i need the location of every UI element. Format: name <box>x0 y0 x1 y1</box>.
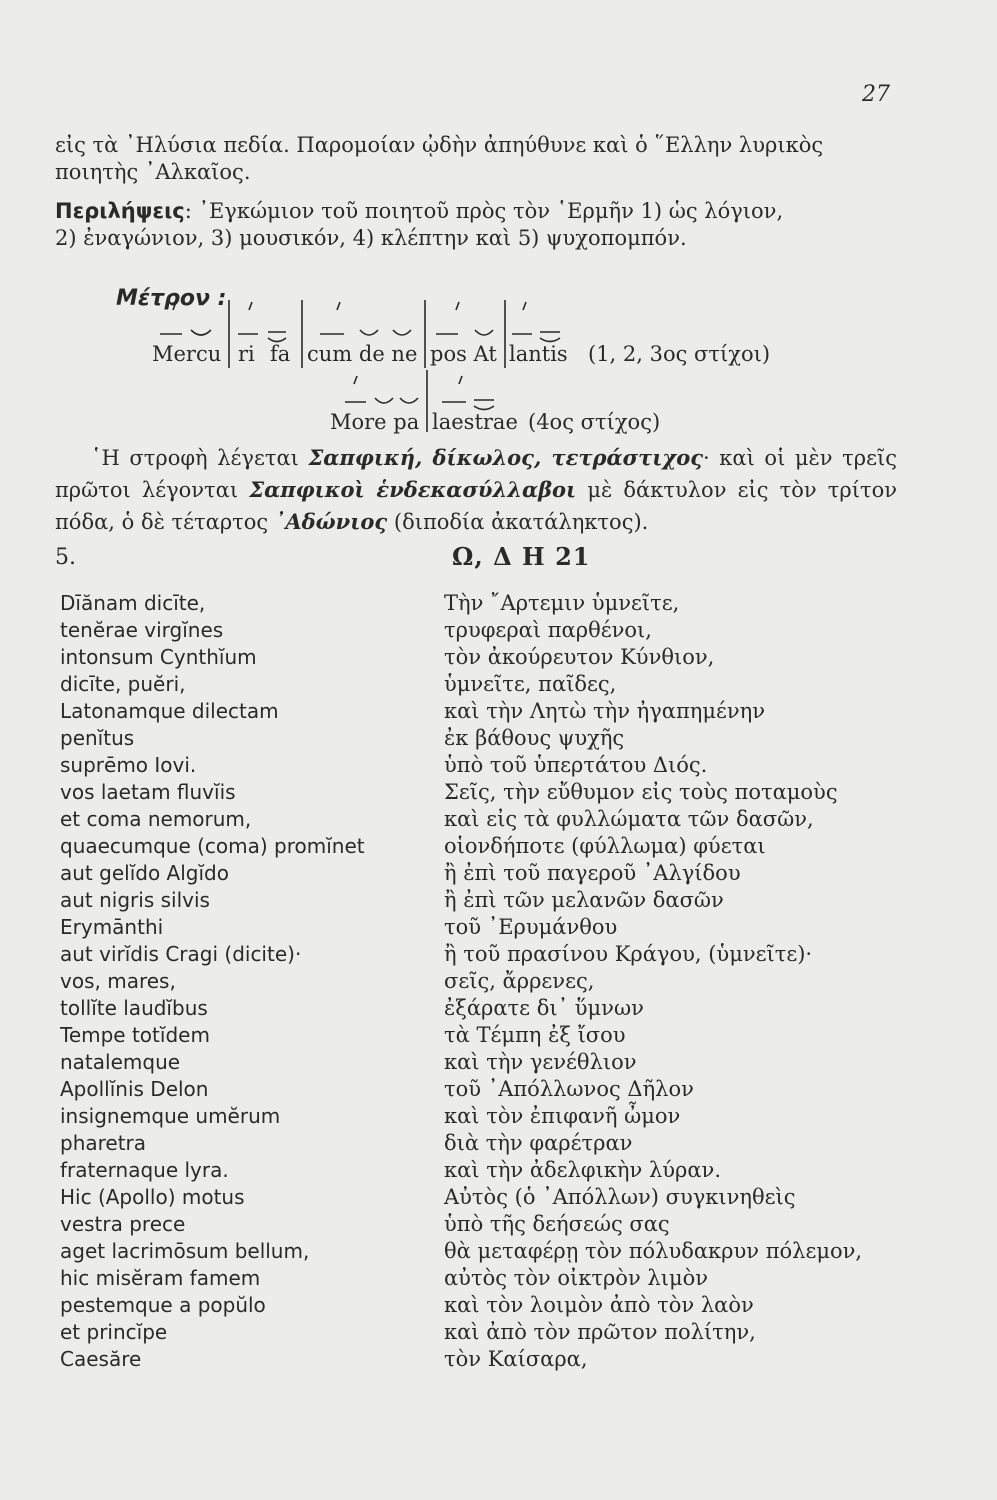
greek-translation-line: αὐτὸς τὸν οἰκτρὸν λιμὸν <box>444 1266 708 1290</box>
metre-syllable: ri <box>238 342 255 366</box>
latin-verse-line: natalemque <box>60 1050 181 1074</box>
greek-translation-line: τρυφεραὶ παρθένοι, <box>444 618 652 642</box>
ode-number: 5. <box>55 545 76 570</box>
strophe-term: Σαπφικοὶ ἑνδεκασύλλαβοι <box>249 477 577 502</box>
latin-verse-line: pestemque a popŭlo <box>60 1293 266 1317</box>
greek-text-column <box>444 590 862 1373</box>
latin-verse-line: fraternaque lyra. <box>60 1158 229 1182</box>
metre-syllable: laestrae <box>432 410 518 434</box>
latin-verse-line: Apollĭnis Delon <box>60 1077 209 1101</box>
latin-verse-line: vos laetam fluvĭis <box>60 780 236 804</box>
latin-verse-line: hic misĕram famem <box>60 1266 261 1290</box>
metre-syllable: lantis <box>509 342 568 366</box>
greek-translation-line: ἐξάρατε δι᾿ ὕμνων <box>444 996 644 1020</box>
latin-verse-line: Tempe totĭdem <box>60 1023 210 1047</box>
latin-verse-line: Hic (Apollo) motus <box>60 1185 245 1209</box>
greek-translation-line: ἢ ἐπὶ τοῦ παγεροῦ ᾿Αλγίδου <box>444 861 741 885</box>
greek-translation-line: ἐκ βάθους ψυχῆς <box>444 726 625 750</box>
greek-translation-line: καὶ εἰς τὰ φυλλώματα τῶν δασῶν, <box>444 807 814 831</box>
greek-translation-line: σεῖς, ἄρρενες, <box>444 969 595 993</box>
latin-verse-line: tenĕrae virgĭnes <box>60 618 224 642</box>
metre-scansion <box>0 290 997 440</box>
intro-line-1: εἰς τὰ ᾿Ηλύσια πεδία. Παρομοίαν ᾠδὴν ἀπηύθυνε καὶ ὁ ῞Ελλην λυρικὸς <box>55 133 824 157</box>
metre-syllable: Mercu <box>152 342 222 366</box>
latin-verse-line: Latonamque dilectam <box>60 699 279 723</box>
latin-verse-line: penĭtus <box>60 726 135 750</box>
greek-translation-line: καὶ τὸν λοιμὸν ἀπὸ τὸν λαὸν <box>444 1293 754 1317</box>
latin-verse-line: Erymānthi <box>60 915 164 939</box>
summary-label: Περιλήψεις <box>55 199 185 223</box>
latin-verse-line: vestra prece <box>60 1212 186 1236</box>
strophe-term: ᾿Αδώνιος <box>274 509 388 534</box>
greek-translation-line: καὶ τὸν ἐπιφανῆ ὦμον <box>444 1104 681 1128</box>
greek-translation-line: ὑμνεῖτε, παῖδες, <box>444 672 617 696</box>
greek-translation-line: τοῦ ᾿Απόλλωνος Δῆλον <box>444 1077 694 1101</box>
ode-title: Ω, Δ Η 21 <box>452 542 591 571</box>
greek-translation-line: Αὐτὸς (ὁ ᾿Απόλλων) συγκινηθεὶς <box>444 1185 796 1209</box>
metre-note: (4ος στίχος) <box>528 410 661 434</box>
greek-translation-line: τὸν ἀκούρευτον Κύνθιον, <box>444 645 715 669</box>
metre-syllable: More pa <box>330 410 420 434</box>
strophe-text: · καὶ οἱ μὲν τρεῖς πρῶτοι λέγονται <box>55 446 897 502</box>
metre-syllable: fa <box>270 342 291 366</box>
strophe-text: ῾Η στροφὴ λέγεται <box>91 446 309 470</box>
latin-verse-line: Caesăre <box>60 1347 142 1371</box>
latin-verse-line: pharetra <box>60 1131 147 1155</box>
latin-verse-line: Dīănam dicīte, <box>60 591 206 615</box>
greek-translation-line: καὶ ἀπὸ τὸν πρῶτον πολίτην, <box>444 1320 756 1344</box>
greek-translation-line: οἱονδήποτε (φύλλωμα) φύεται <box>444 834 766 858</box>
greek-translation-line: καὶ τὴν γενέθλιον <box>444 1050 637 1074</box>
intro-line-2: ποιητὴς ᾿Αλκαῖος. <box>55 160 251 184</box>
summary-line-1 <box>55 198 897 225</box>
greek-translation-line: τοῦ ᾿Ερυμάνθου <box>444 915 618 939</box>
greek-translation-line: ὑπὸ τῆς δεήσεώς σας <box>444 1212 670 1236</box>
latin-verse-line: aget lacrimōsum bellum, <box>60 1239 310 1263</box>
latin-verse-line: quaecumque (coma) promĭnet <box>60 834 365 858</box>
metre-label: Μέτρον : <box>116 286 227 311</box>
metre-syllable: pos At <box>430 342 497 366</box>
greek-translation-line: ἢ τοῦ πρασίνου Κράγου, (ὑμνεῖτε)· <box>444 942 813 966</box>
greek-translation-line: καὶ τὴν ἀδελφικὴν λύραν. <box>444 1158 721 1182</box>
strophe-paragraph <box>55 442 897 538</box>
summary-paragraph <box>55 198 897 252</box>
latin-verse-line: insignemque umĕrum <box>60 1104 281 1128</box>
strophe-text: μὲ δάκτυλον εἰς τὸν τρίτον πόδα, ὁ δὲ τέταρτος <box>55 478 897 534</box>
latin-verse-line: dicīte, puĕri, <box>60 672 186 696</box>
summary-text-2: 2) ἐναγώνιον, 3) μουσικόν, 4) κλέπτην καὶ 5) ψυχοπομπόν. <box>55 226 687 250</box>
greek-translation-line: θὰ μεταφέρῃ τὸν πόλυδακρυν πόλεμον, <box>444 1239 863 1263</box>
latin-verse-line: aut gelĭdo Algĭdo <box>60 861 229 885</box>
strophe-term: Σαπφική, δίκωλος, τετράστιχος <box>308 445 704 470</box>
latin-verse-line: aut virĭdis Cragi (dicite)· <box>60 942 302 966</box>
latin-verse-line: intonsum Cynthĭum <box>60 645 257 669</box>
metre-syllable: cum de ne <box>307 342 418 366</box>
latin-text-column <box>60 590 365 1373</box>
latin-verse-line: vos, mares, <box>60 969 176 993</box>
greek-translation-line: τὰ Τέμπη ἐξ ἴσου <box>444 1023 626 1047</box>
strophe-text: (διποδία ἀκατάληκτος). <box>387 510 649 534</box>
greek-translation-line: διὰ τὴν φαρέτραν <box>444 1131 633 1155</box>
greek-translation-line: ὑπὸ τοῦ ὑπερτάτου Διός. <box>444 753 708 777</box>
greek-translation-line: καὶ τὴν Λητὼ τὴν ἠγαπημένην <box>444 699 765 723</box>
page-number: 27 <box>862 82 890 107</box>
greek-translation-line: ἢ ἐπὶ τῶν μελανῶν δασῶν <box>444 888 724 912</box>
intro-paragraph <box>55 132 897 186</box>
summary-text-1: : ᾿Εγκώμιον τοῦ ποιητοῦ πρὸς τὸν ῾Ερμῆν 1) ὡς λόγιον, <box>184 199 784 223</box>
greek-translation-line: Τὴν ῎Αρτεμιν ὑμνεῖτε, <box>444 591 680 615</box>
latin-verse-line: aut nigris silvis <box>60 888 210 912</box>
greek-translation-line: Σεῖς, τὴν εὔθυμον εἰς τοὺς ποταμοὺς <box>444 780 838 804</box>
greek-translation-line: τὸν Καίσαρα, <box>444 1347 588 1371</box>
latin-verse-line: et princĭpe <box>60 1320 168 1344</box>
latin-verse-line: tollĭte laudĭbus <box>60 996 208 1020</box>
latin-verse-line: et coma nemorum, <box>60 807 252 831</box>
latin-verse-line: suprēmo Iovi. <box>60 753 197 777</box>
metre-note: (1, 2, 3ος στίχοι) <box>588 342 771 366</box>
